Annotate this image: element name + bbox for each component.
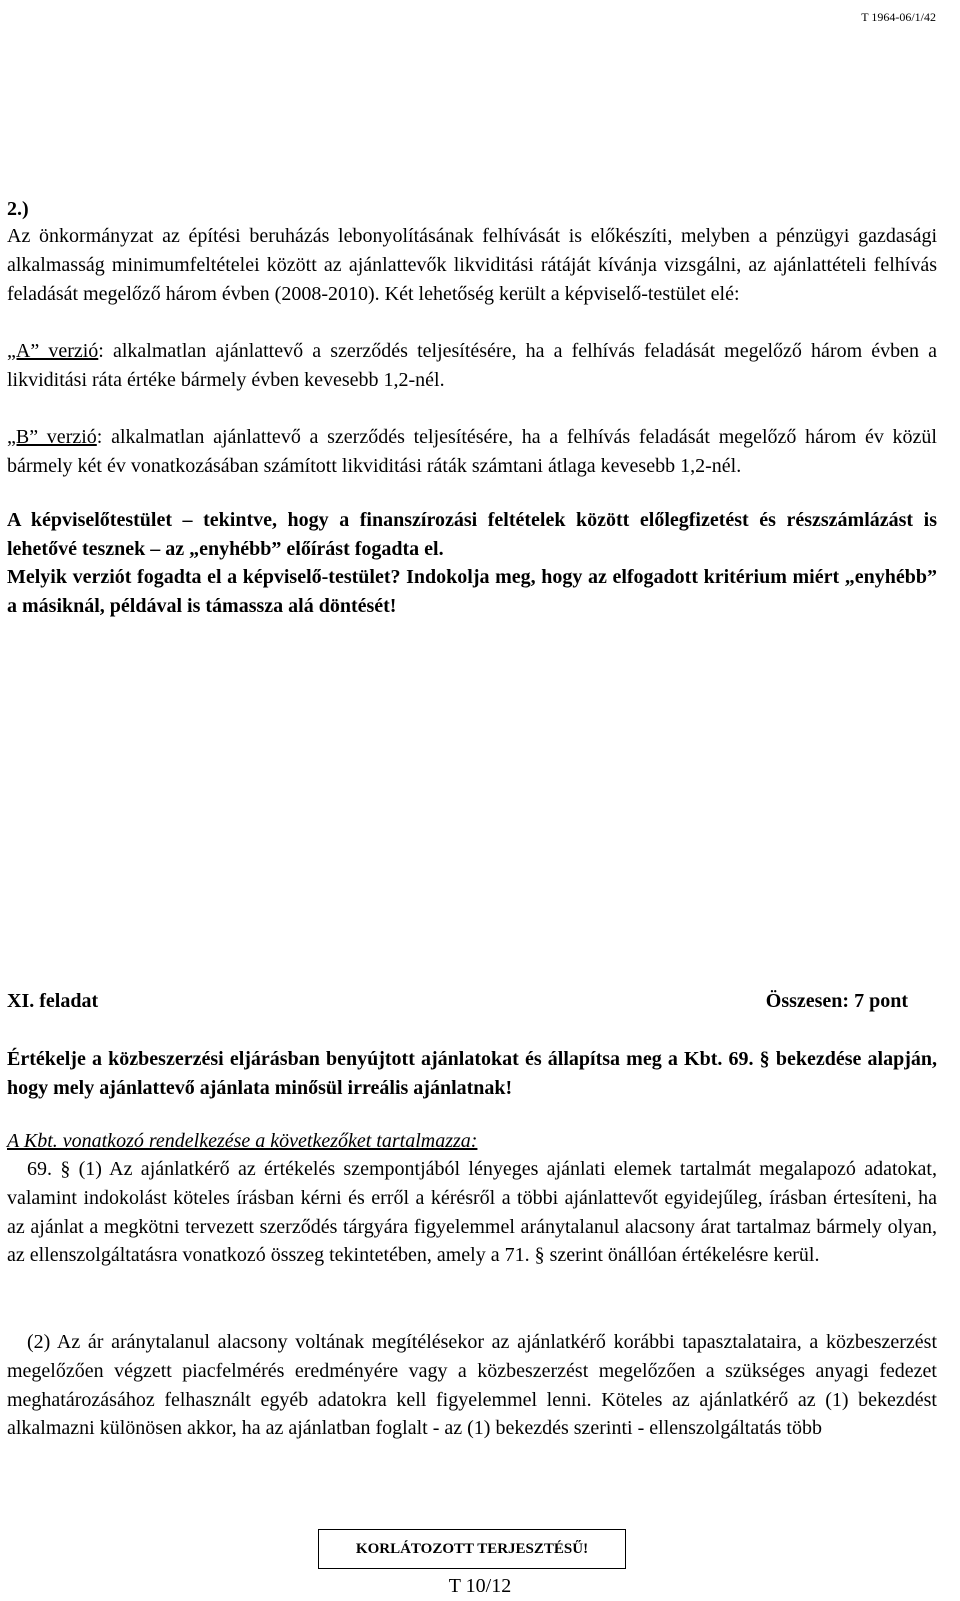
page-number: T 10/12 (448, 1575, 512, 1597)
document-code: T 1964-06/1/42 (861, 10, 936, 24)
reference-heading: A Kbt. vonatkozó rendelkezése a következőket tartalmazza: (7, 1130, 478, 1152)
section-intro: Az önkormányzat az építési beruházás lebonyolításának felhívását is előkészíti, melyben a pénzügyi gazdasági alkalmasság minimumfeltételei között az ajánlattevők likviditási rátáját kívánja vizsgálni, az ajánlattételi felhívás feladását megelőző három évben (2008-2010). Két lehetőség került a képviselő-testület elé: (7, 225, 937, 305)
restricted-distribution-box: KORLÁTOZOTT TERJESZTÉSŰ! (318, 1529, 626, 1569)
version-b (7, 423, 937, 481)
task-instruction: Értékelje a közbeszerzési eljárásban benyújtott ajánlatokat és állapítsa meg a Kbt. 69. § bekezdése alapján, hogy mely ajánlattevő ajánlata minősül irreális ajánlatnak! (7, 1048, 937, 1099)
bold-question: Melyik verziót fogadta el a képviselő-testület? Indokolja meg, hogy az elfogadott kritérium miért „enyhébb” a másiknál, példával is támassza alá döntését! (7, 566, 937, 617)
law-paragraph-1: 69. § (1) Az ajánlatkérő az értékelés szempontjából lényeges ajánlati elemek tartalmát megalapozó adatokat, valamint indokolást köteles írásban kérni és erről a kérésről a többi ajánlattevőt egyidejűleg, írásban értesíteni, ha az ajánlat a megkötni tervezett szerződés tárgyára figyelemmel aránytalanul alacsony árat tartalmaz bármely olyan, az ellenszolgáltatásra vonatkozó összeg tekintetében, amely a 71. § szerint önállóan értékelésre kerül. (7, 1158, 937, 1267)
task-title: XI. feladat (7, 990, 99, 1012)
law-paragraph-2: (2) Az ár aránytalanul alacsony voltának megítélésekor az ajánlatkérő korábbi tapasztalataira, a közbeszerzést megelőzően végzett piacfelmérés eredményére vagy a közbeszerzést megelőzően a szükséges anyagi fedezet meghatározásához felhasznált egyéb adatokra kell figyelemmel lenni. Köteles az ajánlatkérő az (1) bekezdést alkalmazni különösen akkor, ha az ajánlatban foglalt - az (1) bekezdés szerinti - ellenszolgáltatás több (7, 1331, 937, 1440)
section-number: 2.) (7, 198, 29, 220)
task-header (7, 990, 908, 1013)
version-a-label: „A” verzió (7, 340, 99, 362)
bold-statement: A képviselőtestület – tekintve, hogy a finanszírozási feltételek között előlegfizetést és részszámlázást is lehetővé tesznek – az „enyhébb” előírást fogadta el. (7, 509, 937, 560)
version-a-text: : alkalmatlan ajánlattevő a szerződés teljesítésére, ha a felhívás feladását megelőző három évben a likviditási ráta értéke bármely évben kevesebb 1,2-nél. (7, 340, 938, 391)
version-a (7, 337, 937, 395)
task-points: Összesen: 7 pont (765, 990, 908, 1012)
version-b-text: : alkalmatlan ajánlattevő a szerződés teljesítésére, ha a felhívás feladását megelőző három év közül bármely két év vonatkozásában számított likviditási ráták számtani átlaga kevesebb 1,2-nél. (7, 426, 937, 477)
version-b-label: „B” verzió (7, 426, 97, 448)
